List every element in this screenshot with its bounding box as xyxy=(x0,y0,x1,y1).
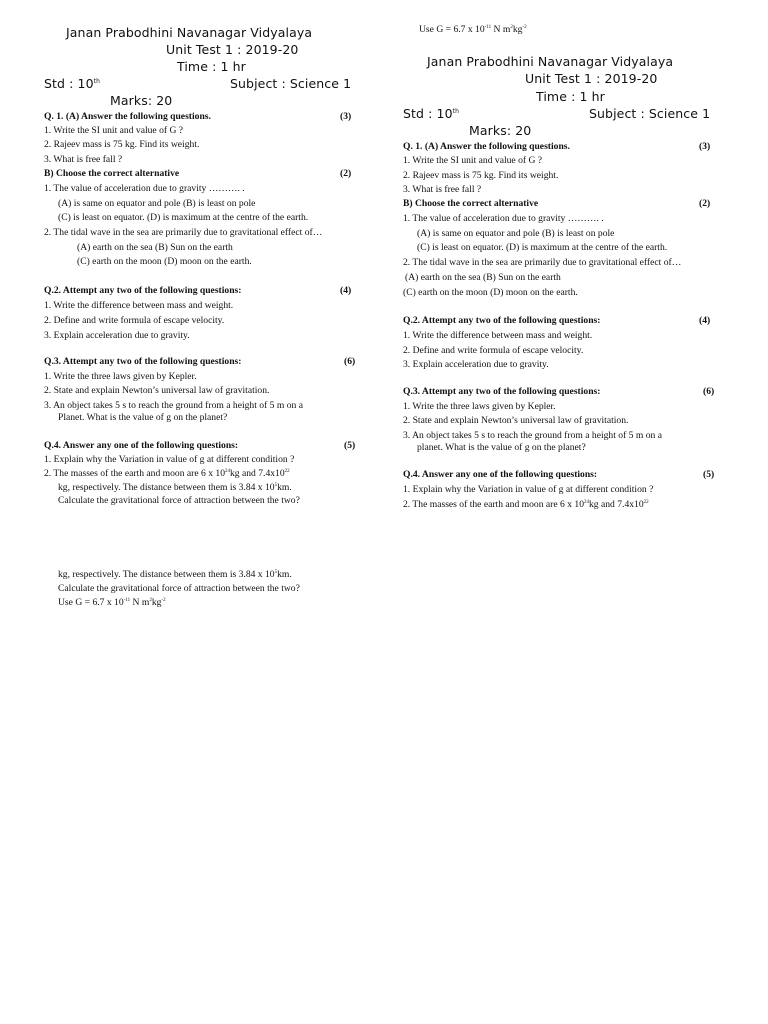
q1b-heading: B) Choose the correct alternative (2) xyxy=(403,198,711,209)
use-g-constant-top: Use G = 6.7 x $10^{-11}$ N $m^2kg^{-2}$ xyxy=(419,24,527,35)
mcq-1-options-cd: (C) is least on equator. (D) is maximum at the centre of the earth. xyxy=(417,242,668,253)
mcq-2-options-cd: (C) earth on the moon (D) moon on the earth. xyxy=(77,256,252,267)
q3-item-cont: planet. What is the value of g on the planet? xyxy=(417,442,586,453)
marks: Marks: 20 xyxy=(469,123,532,138)
std: Std : 10th xyxy=(44,76,100,91)
q1-heading: Q. 1. (A) Answer the following questions. (3) xyxy=(403,141,711,152)
q1-item: 3. What is free fall ? xyxy=(403,184,482,195)
q2-item: 2. Define and write formula of escape velocity. xyxy=(44,315,225,326)
right-question-paper xyxy=(403,0,743,1024)
mcq-2-options-ab: (A) earth on the sea (B) Sun on the earth xyxy=(77,242,233,253)
q3-item: 3. An object takes 5 s to reach the ground from a height of 5 m on a xyxy=(44,400,303,411)
q2-item: 3. Explain acceleration due to gravity. xyxy=(403,359,549,370)
q1-item: 2. Rajeev mass is 75 kg. Find its weight. xyxy=(403,170,559,181)
q1b-heading: B) Choose the correct alternative (2) xyxy=(44,168,352,179)
std: Std : 10th xyxy=(403,106,459,121)
mcq-1-options-ab: (A) is same on equator and pole (B) is least on pole xyxy=(58,198,256,209)
q4-item: 1. Explain why the Variation in value of g at different condition ? xyxy=(44,454,295,465)
q4-item-distance: kg, respectively. The distance between them is 3.84 x $10^5km$. xyxy=(58,482,292,493)
time: Time : 1 hr xyxy=(177,59,246,74)
q2-item: 2. Define and write formula of escape velocity. xyxy=(403,345,584,356)
school-name: Janan Prabodhini Navanagar Vidyalaya xyxy=(66,25,313,40)
q1-item: 2. Rajeev mass is 75 kg. Find its weight. xyxy=(44,139,200,150)
continuation-calc: Calculate the gravitational force of attraction between the two? xyxy=(58,583,300,594)
q2-item: 3. Explain acceleration due to gravity. xyxy=(44,330,190,341)
use-g-constant: Use G = 6.7 x $10^{-11}$ N $m^2kg^{-2}$ xyxy=(58,597,166,608)
mcq-2-options-cd: (C) earth on the moon (D) moon on the earth. xyxy=(403,287,578,298)
q1-item: 1. Write the SI unit and value of G ? xyxy=(403,155,543,166)
school-name: Janan Prabodhini Navanagar Vidyalaya xyxy=(427,54,674,69)
q1-heading: Q. 1. (A) Answer the following questions. (3) xyxy=(44,111,352,122)
subject: Subject : Science 1 xyxy=(589,106,711,121)
q4-heading: Q.4. Answer any one of the following questions: (5) xyxy=(44,440,356,451)
mcq-1-options-ab: (A) is same on equator and pole (B) is least on pole xyxy=(417,228,615,239)
time: Time : 1 hr xyxy=(536,89,605,104)
q3-item: 2. State and explain Newton’s universal law of gravitation. xyxy=(44,385,270,396)
unit-test: Unit Test 1 : 2019-20 xyxy=(525,71,658,86)
left-question-paper xyxy=(44,0,384,1024)
subject: Subject : Science 1 xyxy=(230,76,352,91)
q3-item: 3. An object takes 5 s to reach the ground from a height of 5 m on a xyxy=(403,430,662,441)
q2-item: 1. Write the difference between mass and weight. xyxy=(44,300,234,311)
q4-item-masses: 2. The masses of the earth and moon are 6 x $10^{24}kg$ and $7.4x10^{22}$ xyxy=(44,468,290,479)
mcq-1: 1. The value of acceleration due to gravity ………. . xyxy=(403,213,604,224)
q3-item-cont: Planet. What is the value of g on the planet? xyxy=(58,412,228,423)
continuation-distance: kg, respectively. The distance between them is 3.84 x $10^5km$. xyxy=(58,569,292,580)
q4-heading: Q.4. Answer any one of the following questions: (5) xyxy=(403,469,715,480)
q3-item: 1. Write the three laws given by Kepler. xyxy=(44,371,197,382)
q4-item-calc: Calculate the gravitational force of attraction between the two? xyxy=(58,495,300,506)
q2-heading: Q.2. Attempt any two of the following questions: (4) xyxy=(403,315,711,326)
mcq-1-options-cd: (C) is least on equator. (D) is maximum at the centre of the earth. xyxy=(58,212,309,223)
q4-item: 1. Explain why the Variation in value of g at different condition ? xyxy=(403,484,654,495)
mcq-2: 2. The tidal wave in the sea are primarily due to gravitational effect of… xyxy=(44,227,323,238)
mcq-2-options-ab: (A) earth on the sea (B) Sun on the earth xyxy=(405,272,561,283)
q1-item: 3. What is free fall ? xyxy=(44,154,123,165)
q2-item: 1. Write the difference between mass and weight. xyxy=(403,330,593,341)
marks: Marks: 20 xyxy=(110,93,173,108)
q3-heading: Q.3. Attempt any two of the following questions: (6) xyxy=(403,386,715,397)
q1-item: 1. Write the SI unit and value of G ? xyxy=(44,125,184,136)
mcq-2: 2. The tidal wave in the sea are primarily due to gravitational effect of… xyxy=(403,257,682,268)
q3-heading: Q.3. Attempt any two of the following questions: (6) xyxy=(44,356,356,367)
mcq-1: 1. The value of acceleration due to gravity ………. . xyxy=(44,183,245,194)
q3-item: 1. Write the three laws given by Kepler. xyxy=(403,401,556,412)
q2-heading: Q.2. Attempt any two of the following questions: (4) xyxy=(44,285,352,296)
q3-item: 2. State and explain Newton’s universal law of gravitation. xyxy=(403,415,629,426)
unit-test: Unit Test 1 : 2019-20 xyxy=(166,42,299,57)
q4-item-masses: 2. The masses of the earth and moon are 6 x $10^{24}kg$ and $7.4x10^{22}$ xyxy=(403,499,649,510)
